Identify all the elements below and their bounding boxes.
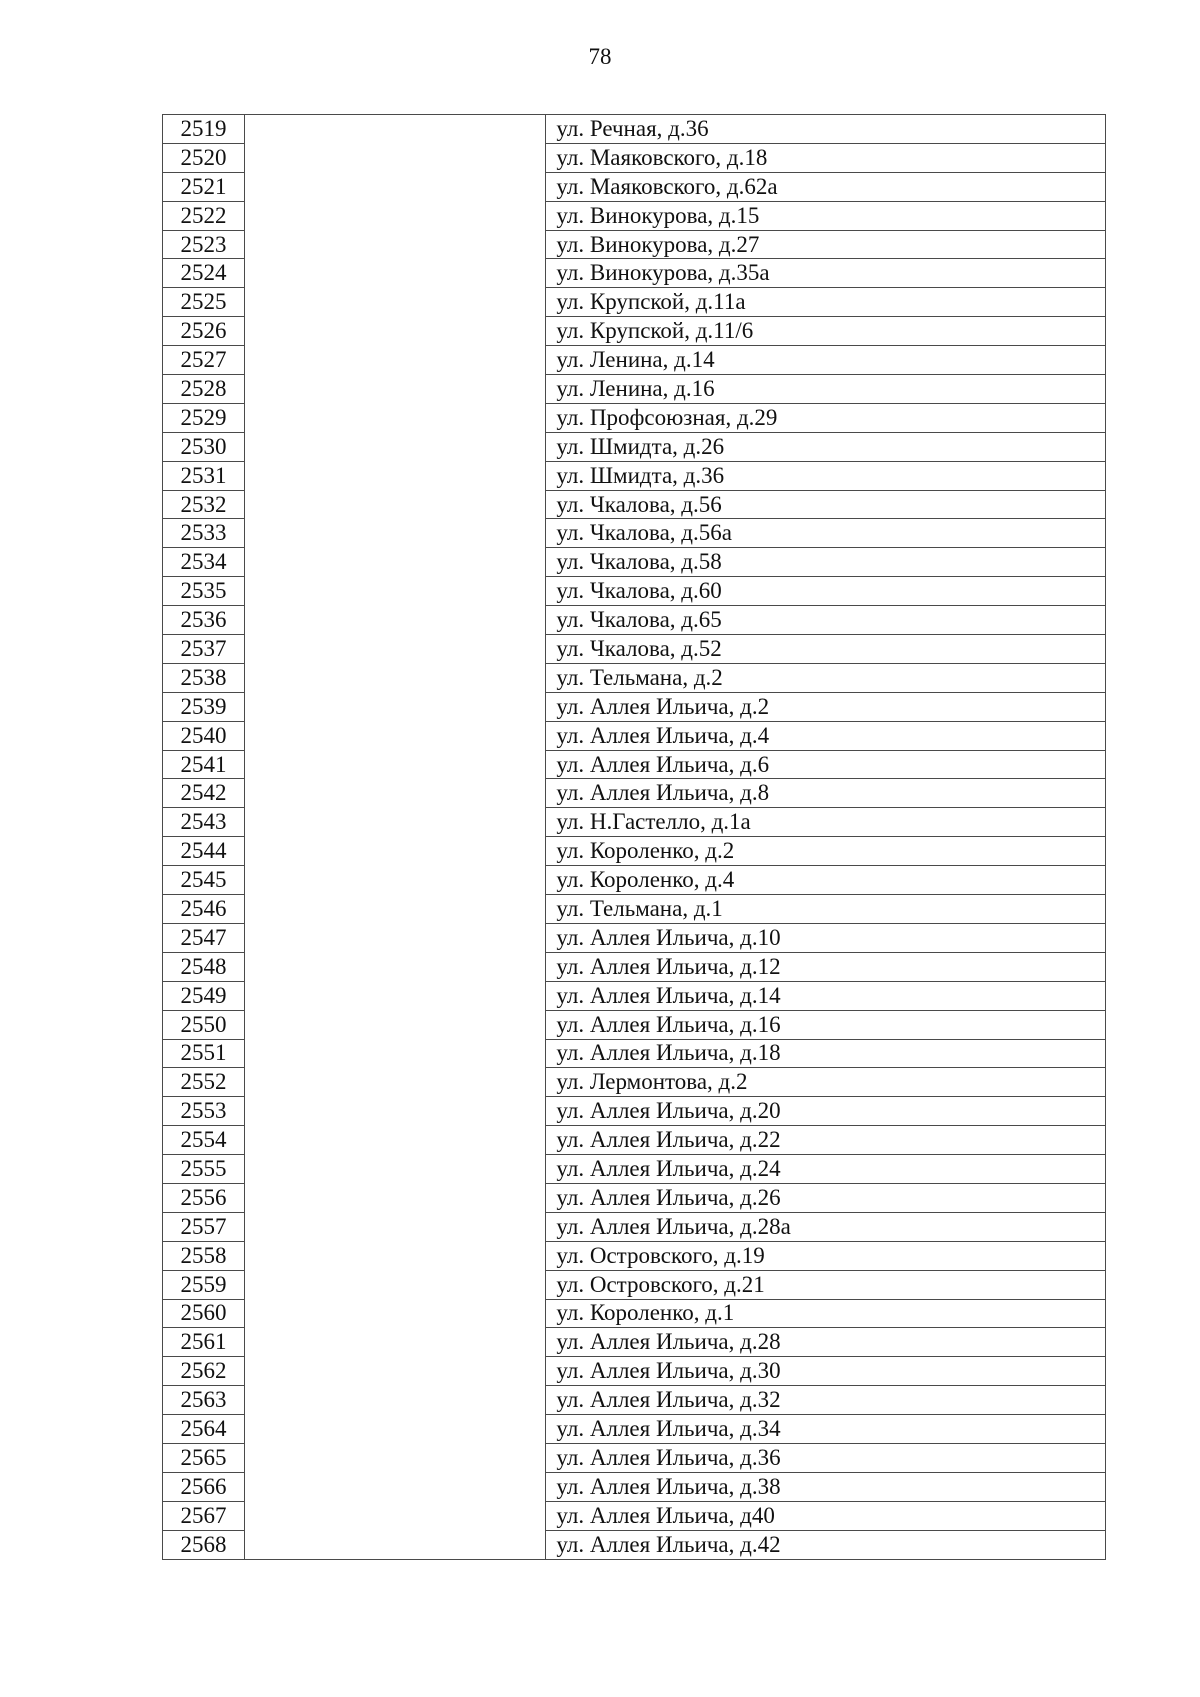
empty-cell bbox=[245, 143, 546, 172]
row-number-cell: 2547 bbox=[163, 923, 245, 952]
empty-cell bbox=[245, 432, 546, 461]
row-number-cell: 2567 bbox=[163, 1501, 245, 1530]
empty-cell bbox=[245, 692, 546, 721]
table-row bbox=[163, 519, 1106, 548]
empty-cell bbox=[245, 1386, 546, 1415]
table-row bbox=[163, 172, 1106, 201]
row-number-cell: 2558 bbox=[163, 1241, 245, 1270]
address-cell: ул. Аллея Ильича, д.28 bbox=[546, 1328, 1106, 1357]
address-cell: ул. Аллея Ильича, д.2 bbox=[546, 692, 1106, 721]
table-row bbox=[163, 923, 1106, 952]
table-row bbox=[163, 1415, 1106, 1444]
address-cell: ул. Аллея Ильича, д.14 bbox=[546, 981, 1106, 1010]
empty-cell bbox=[245, 403, 546, 432]
address-cell: ул. Аллея Ильича, д.4 bbox=[546, 721, 1106, 750]
row-number-cell: 2563 bbox=[163, 1386, 245, 1415]
page-number: 78 bbox=[588, 44, 612, 69]
empty-cell bbox=[245, 1155, 546, 1184]
row-number-cell: 2546 bbox=[163, 895, 245, 924]
row-number-cell: 2536 bbox=[163, 606, 245, 635]
table-row bbox=[163, 981, 1106, 1010]
table-row bbox=[163, 288, 1106, 317]
empty-cell bbox=[245, 375, 546, 404]
empty-cell bbox=[245, 895, 546, 924]
address-cell: ул. Винокурова, д.35а bbox=[546, 259, 1106, 288]
table-row bbox=[163, 895, 1106, 924]
row-number-cell: 2520 bbox=[163, 143, 245, 172]
empty-cell bbox=[245, 1010, 546, 1039]
empty-cell bbox=[245, 1501, 546, 1530]
table-row bbox=[163, 635, 1106, 664]
address-cell: ул. Маяковского, д.18 bbox=[546, 143, 1106, 172]
table-row bbox=[163, 577, 1106, 606]
empty-cell bbox=[245, 808, 546, 837]
row-number-cell: 2556 bbox=[163, 1183, 245, 1212]
empty-cell bbox=[245, 548, 546, 577]
table-row bbox=[163, 1010, 1106, 1039]
row-number-cell: 2521 bbox=[163, 172, 245, 201]
row-number-cell: 2550 bbox=[163, 1010, 245, 1039]
row-number-cell: 2530 bbox=[163, 432, 245, 461]
empty-cell bbox=[245, 1183, 546, 1212]
address-cell: ул. Короленко, д.4 bbox=[546, 866, 1106, 895]
empty-cell bbox=[245, 230, 546, 259]
table-row bbox=[163, 1328, 1106, 1357]
address-cell: ул. Чкалова, д.65 bbox=[546, 606, 1106, 635]
table-row bbox=[163, 548, 1106, 577]
empty-cell bbox=[245, 606, 546, 635]
address-cell: ул. Маяковского, д.62а bbox=[546, 172, 1106, 201]
table-row bbox=[163, 1443, 1106, 1472]
address-cell: ул. Аллея Ильича, д.36 bbox=[546, 1443, 1106, 1472]
empty-cell bbox=[245, 952, 546, 981]
table-row bbox=[163, 663, 1106, 692]
row-number-cell: 2560 bbox=[163, 1299, 245, 1328]
row-number-cell: 2532 bbox=[163, 490, 245, 519]
address-cell: ул. Аллея Ильича, д.32 bbox=[546, 1386, 1106, 1415]
row-number-cell: 2548 bbox=[163, 952, 245, 981]
empty-cell bbox=[245, 635, 546, 664]
table-row bbox=[163, 1501, 1106, 1530]
address-cell: ул. Аллея Ильича, д.12 bbox=[546, 952, 1106, 981]
table-row bbox=[163, 808, 1106, 837]
row-number-cell: 2535 bbox=[163, 577, 245, 606]
table-row bbox=[163, 779, 1106, 808]
row-number-cell: 2564 bbox=[163, 1415, 245, 1444]
empty-cell bbox=[245, 172, 546, 201]
address-cell: ул. Аллея Ильича, д.26 bbox=[546, 1183, 1106, 1212]
address-cell: ул. Аллея Ильича, д.38 bbox=[546, 1472, 1106, 1501]
table-row bbox=[163, 1126, 1106, 1155]
row-number-cell: 2529 bbox=[163, 403, 245, 432]
address-cell: ул. Аллея Ильича, д.10 bbox=[546, 923, 1106, 952]
address-cell: ул. Крупской, д.11/6 bbox=[546, 317, 1106, 346]
row-number-cell: 2534 bbox=[163, 548, 245, 577]
table-row bbox=[163, 403, 1106, 432]
address-cell: ул. Аллея Ильича, д.16 bbox=[546, 1010, 1106, 1039]
address-cell: ул. Шмидта, д.26 bbox=[546, 432, 1106, 461]
address-cell: ул. Чкалова, д.56а bbox=[546, 519, 1106, 548]
row-number-cell: 2523 bbox=[163, 230, 245, 259]
address-cell: ул. Чкалова, д.60 bbox=[546, 577, 1106, 606]
empty-cell bbox=[245, 1097, 546, 1126]
row-number-cell: 2531 bbox=[163, 461, 245, 490]
row-number-cell: 2544 bbox=[163, 837, 245, 866]
address-cell: ул. Крупской, д.11а bbox=[546, 288, 1106, 317]
row-number-cell: 2562 bbox=[163, 1357, 245, 1386]
address-cell: ул. Тельмана, д.2 bbox=[546, 663, 1106, 692]
table-row bbox=[163, 692, 1106, 721]
table-row bbox=[163, 201, 1106, 230]
table-row bbox=[163, 259, 1106, 288]
row-number-cell: 2525 bbox=[163, 288, 245, 317]
row-number-cell: 2538 bbox=[163, 663, 245, 692]
empty-cell bbox=[245, 1415, 546, 1444]
address-table-body bbox=[163, 115, 1106, 1560]
row-number-cell: 2568 bbox=[163, 1530, 245, 1559]
empty-cell bbox=[245, 750, 546, 779]
table-row bbox=[163, 230, 1106, 259]
address-cell: ул. Аллея Ильича, д.6 bbox=[546, 750, 1106, 779]
table-row bbox=[163, 1241, 1106, 1270]
address-cell: ул. Короленко, д.1 bbox=[546, 1299, 1106, 1328]
empty-cell bbox=[245, 1472, 546, 1501]
row-number-cell: 2533 bbox=[163, 519, 245, 548]
empty-cell bbox=[245, 721, 546, 750]
row-number-cell: 2540 bbox=[163, 721, 245, 750]
empty-cell bbox=[245, 837, 546, 866]
empty-cell bbox=[245, 1530, 546, 1559]
address-cell: ул. Ленина, д.14 bbox=[546, 346, 1106, 375]
empty-cell bbox=[245, 201, 546, 230]
empty-cell bbox=[245, 779, 546, 808]
address-cell: ул. Профсоюзная, д.29 bbox=[546, 403, 1106, 432]
address-cell: ул. Короленко, д.2 bbox=[546, 837, 1106, 866]
table-row bbox=[163, 1068, 1106, 1097]
address-cell: ул. Аллея Ильича, д40 bbox=[546, 1501, 1106, 1530]
row-number-cell: 2566 bbox=[163, 1472, 245, 1501]
table-row bbox=[163, 143, 1106, 172]
table-row bbox=[163, 1212, 1106, 1241]
address-cell: ул. Аллея Ильича, д.18 bbox=[546, 1039, 1106, 1068]
empty-cell bbox=[245, 288, 546, 317]
address-cell: ул. Аллея Ильича, д.34 bbox=[546, 1415, 1106, 1444]
address-table bbox=[162, 114, 1106, 1560]
empty-cell bbox=[245, 1212, 546, 1241]
table-row bbox=[163, 115, 1106, 144]
row-number-cell: 2561 bbox=[163, 1328, 245, 1357]
row-number-cell: 2519 bbox=[163, 115, 245, 144]
empty-cell bbox=[245, 1299, 546, 1328]
table-row bbox=[163, 1530, 1106, 1559]
empty-cell bbox=[245, 1241, 546, 1270]
empty-cell bbox=[245, 1443, 546, 1472]
address-cell: ул. Ленина, д.16 bbox=[546, 375, 1106, 404]
table-row bbox=[163, 317, 1106, 346]
row-number-cell: 2527 bbox=[163, 346, 245, 375]
address-cell: ул. Островского, д.19 bbox=[546, 1241, 1106, 1270]
table-row bbox=[163, 1155, 1106, 1184]
address-cell: ул. Чкалова, д.52 bbox=[546, 635, 1106, 664]
table-row bbox=[163, 346, 1106, 375]
row-number-cell: 2554 bbox=[163, 1126, 245, 1155]
address-cell: ул. Чкалова, д.56 bbox=[546, 490, 1106, 519]
row-number-cell: 2541 bbox=[163, 750, 245, 779]
table-row bbox=[163, 606, 1106, 635]
address-cell: ул. Аллея Ильича, д.30 bbox=[546, 1357, 1106, 1386]
table-row bbox=[163, 1357, 1106, 1386]
table-row bbox=[163, 1097, 1106, 1126]
row-number-cell: 2545 bbox=[163, 866, 245, 895]
table-row bbox=[163, 1299, 1106, 1328]
table-row bbox=[163, 1386, 1106, 1415]
table-row bbox=[163, 461, 1106, 490]
empty-cell bbox=[245, 981, 546, 1010]
address-cell: ул. Аллея Ильича, д.20 bbox=[546, 1097, 1106, 1126]
table-row bbox=[163, 432, 1106, 461]
row-number-cell: 2542 bbox=[163, 779, 245, 808]
row-number-cell: 2526 bbox=[163, 317, 245, 346]
address-cell: ул. Речная, д.36 bbox=[546, 115, 1106, 144]
empty-cell bbox=[245, 1328, 546, 1357]
row-number-cell: 2565 bbox=[163, 1443, 245, 1472]
empty-cell bbox=[245, 519, 546, 548]
empty-cell bbox=[245, 866, 546, 895]
empty-cell bbox=[245, 923, 546, 952]
empty-cell bbox=[245, 1126, 546, 1155]
address-cell: ул. Тельмана, д.1 bbox=[546, 895, 1106, 924]
row-number-cell: 2543 bbox=[163, 808, 245, 837]
address-cell: ул. Аллея Ильича, д.42 bbox=[546, 1530, 1106, 1559]
empty-cell bbox=[245, 346, 546, 375]
empty-cell bbox=[245, 1068, 546, 1097]
row-number-cell: 2537 bbox=[163, 635, 245, 664]
row-number-cell: 2553 bbox=[163, 1097, 245, 1126]
address-cell: ул. Островского, д.21 bbox=[546, 1270, 1106, 1299]
row-number-cell: 2557 bbox=[163, 1212, 245, 1241]
table-row bbox=[163, 375, 1106, 404]
table-row bbox=[163, 1039, 1106, 1068]
empty-cell bbox=[245, 461, 546, 490]
address-cell: ул. Н.Гастелло, д.1а bbox=[546, 808, 1106, 837]
row-number-cell: 2551 bbox=[163, 1039, 245, 1068]
empty-cell bbox=[245, 663, 546, 692]
table-row bbox=[163, 721, 1106, 750]
address-cell: ул. Аллея Ильича, д.8 bbox=[546, 779, 1106, 808]
address-cell: ул. Аллея Ильича, д.28а bbox=[546, 1212, 1106, 1241]
row-number-cell: 2539 bbox=[163, 692, 245, 721]
row-number-cell: 2524 bbox=[163, 259, 245, 288]
empty-cell bbox=[245, 259, 546, 288]
address-cell: ул. Аллея Ильича, д.24 bbox=[546, 1155, 1106, 1184]
address-cell: ул. Винокурова, д.15 bbox=[546, 201, 1106, 230]
table-row bbox=[163, 1183, 1106, 1212]
address-cell: ул. Аллея Ильича, д.22 bbox=[546, 1126, 1106, 1155]
row-number-cell: 2559 bbox=[163, 1270, 245, 1299]
empty-cell bbox=[245, 1039, 546, 1068]
table-row bbox=[163, 490, 1106, 519]
table-row bbox=[163, 750, 1106, 779]
empty-cell bbox=[245, 1270, 546, 1299]
empty-cell bbox=[245, 490, 546, 519]
row-number-cell: 2528 bbox=[163, 375, 245, 404]
address-cell: ул. Лермонтова, д.2 bbox=[546, 1068, 1106, 1097]
table-row bbox=[163, 1270, 1106, 1299]
table-row bbox=[163, 1472, 1106, 1501]
table-row bbox=[163, 866, 1106, 895]
row-number-cell: 2522 bbox=[163, 201, 245, 230]
address-cell: ул. Винокурова, д.27 bbox=[546, 230, 1106, 259]
row-number-cell: 2549 bbox=[163, 981, 245, 1010]
table-row bbox=[163, 952, 1106, 981]
address-cell: ул. Чкалова, д.58 bbox=[546, 548, 1106, 577]
row-number-cell: 2555 bbox=[163, 1155, 245, 1184]
table-row bbox=[163, 837, 1106, 866]
empty-cell bbox=[245, 577, 546, 606]
empty-cell bbox=[245, 1357, 546, 1386]
empty-cell bbox=[245, 115, 546, 144]
address-cell: ул. Шмидта, д.36 bbox=[546, 461, 1106, 490]
row-number-cell: 2552 bbox=[163, 1068, 245, 1097]
empty-cell bbox=[245, 317, 546, 346]
